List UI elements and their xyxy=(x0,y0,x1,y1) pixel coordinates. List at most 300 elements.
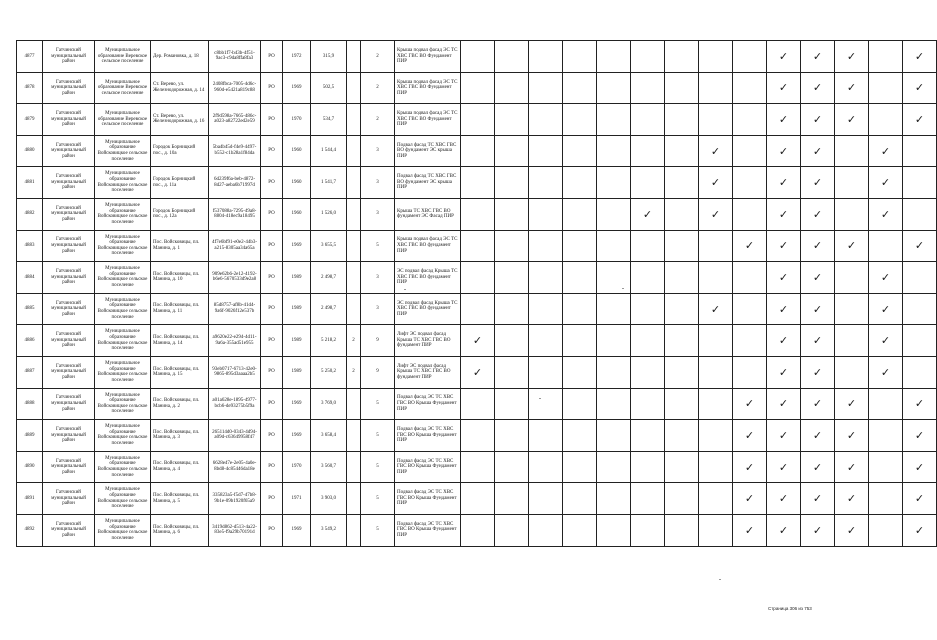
checkmark-icon: ✓ xyxy=(801,135,835,167)
checkmark-icon: ✓ xyxy=(869,262,903,294)
work-flag-cell xyxy=(529,41,563,73)
work-flag-cell xyxy=(563,135,597,167)
address-cell: Городок Борницкий пос., д. 10а xyxy=(151,135,209,167)
work-flag-cell xyxy=(597,72,631,104)
checkmark-icon: ✓ xyxy=(733,230,767,262)
checkmark-icon: ✓ xyxy=(801,198,835,230)
row-number: 4877 xyxy=(17,41,43,73)
checkmark-icon: ✓ xyxy=(767,104,801,136)
work-flag-cell xyxy=(597,420,631,452)
management-type-cell: РО xyxy=(261,483,283,515)
row-number: 4891 xyxy=(17,483,43,515)
checkmark-icon: ✓ xyxy=(801,72,835,104)
work-flag-cell xyxy=(495,198,529,230)
checkmark-icon: ✓ xyxy=(767,420,801,452)
work-flag-cell xyxy=(665,41,699,73)
checkmark-icon: ✓ xyxy=(903,483,937,515)
work-flag-cell xyxy=(529,356,563,388)
area-cell: 2 498,7 xyxy=(311,262,347,294)
build-year-cell: 1989 xyxy=(283,356,311,388)
work-flag-cell xyxy=(495,483,529,515)
work-flag-cell xyxy=(869,420,903,452)
address-cell: Пос. Войсковицы, пл. Манина, д. 15 xyxy=(151,356,209,388)
work-flag-cell xyxy=(495,41,529,73)
entrances-cell xyxy=(347,104,361,136)
work-flag-cell xyxy=(461,451,495,483)
row-number: 4887 xyxy=(17,356,43,388)
scan-speck xyxy=(719,579,721,580)
settlement-cell: Муниципальное образование Войсковицкое сельское поселение xyxy=(95,514,151,546)
entrances-cell xyxy=(347,420,361,452)
work-flag-cell xyxy=(665,451,699,483)
work-flag-cell xyxy=(631,293,665,325)
entrances-cell: 2 xyxy=(347,356,361,388)
settlement-cell: Муниципальное образование Войсковицкое сельское поселение xyxy=(95,198,151,230)
work-flag-cell xyxy=(597,104,631,136)
floors-cell: 5 xyxy=(361,483,395,515)
work-flag-cell xyxy=(563,483,597,515)
work-flag-cell xyxy=(699,262,733,294)
area-cell: 1 526,0 xyxy=(311,198,347,230)
work-flag-cell xyxy=(563,325,597,357)
work-flag-cell xyxy=(461,230,495,262)
row-number: 4886 xyxy=(17,325,43,357)
work-flag-cell xyxy=(699,230,733,262)
address-cell: Пос. Войсковицы, пл. Манина, д. 4 xyxy=(151,451,209,483)
build-year-cell: 1970 xyxy=(283,451,311,483)
row-number: 4884 xyxy=(17,262,43,294)
house-guid-cell: 2f9d598a-7665-486c-a023-a82722ed2e59 xyxy=(209,104,261,136)
settlement-cell: Муниципальное образование Войсковицкое сельское поселение xyxy=(95,451,151,483)
work-flag-cell xyxy=(529,135,563,167)
row-number: 4889 xyxy=(17,420,43,452)
work-flag-cell xyxy=(461,483,495,515)
checkmark-icon: ✓ xyxy=(835,41,869,73)
work-flag-cell xyxy=(631,483,665,515)
work-flag-cell xyxy=(869,72,903,104)
work-flag-cell xyxy=(665,135,699,167)
work-flag-cell xyxy=(665,198,699,230)
management-type-cell: РО xyxy=(261,325,283,357)
checkmark-icon: ✓ xyxy=(835,451,869,483)
settlement-cell: Муниципальное образование Войсковицкое сельское поселение xyxy=(95,356,151,388)
checkmark-icon: ✓ xyxy=(869,198,903,230)
work-flag-cell xyxy=(529,230,563,262)
checkmark-icon: ✓ xyxy=(767,356,801,388)
house-guid-cell: 335823a5-f5d7-47b8-9b1e-09b1920f65a9 xyxy=(209,483,261,515)
work-flag-cell xyxy=(631,356,665,388)
checkmark-icon: ✓ xyxy=(801,325,835,357)
work-flag-cell xyxy=(495,262,529,294)
work-flag-cell xyxy=(461,514,495,546)
row-number: 4880 xyxy=(17,135,43,167)
work-flag-cell xyxy=(563,167,597,199)
work-flag-cell xyxy=(495,293,529,325)
scan-speck xyxy=(622,288,624,289)
district-cell: Гатчинский муниципальный район xyxy=(43,72,95,104)
district-cell: Гатчинский муниципальный район xyxy=(43,388,95,420)
work-flag-cell xyxy=(563,230,597,262)
floors-cell: 3 xyxy=(361,198,395,230)
checkmark-icon: ✓ xyxy=(767,72,801,104)
work-flag-cell xyxy=(529,104,563,136)
build-year-cell: 1989 xyxy=(283,325,311,357)
work-flag-cell xyxy=(529,167,563,199)
table-row xyxy=(17,451,937,483)
work-flag-cell xyxy=(495,135,529,167)
work-flag-cell xyxy=(461,388,495,420)
works-list-cell: ЭС подвал фасад Крыша ТС ХВС ГВС ВО фундамент ПИР xyxy=(395,293,461,325)
work-flag-cell xyxy=(733,104,767,136)
work-flag-cell xyxy=(563,41,597,73)
management-type-cell: РО xyxy=(261,72,283,104)
area-cell: 3 549,2 xyxy=(311,514,347,546)
work-flag-cell xyxy=(597,167,631,199)
checkmark-icon: ✓ xyxy=(733,483,767,515)
build-year-cell: 1989 xyxy=(283,293,311,325)
district-cell: Гатчинский муниципальный район xyxy=(43,135,95,167)
management-type-cell: РО xyxy=(261,514,283,546)
row-number: 4892 xyxy=(17,514,43,546)
work-flag-cell xyxy=(733,198,767,230)
work-flag-cell xyxy=(495,104,529,136)
checkmark-icon: ✓ xyxy=(767,293,801,325)
row-number: 4883 xyxy=(17,230,43,262)
house-guid-cell: 85d8757-af8b-41d4-9a6f-9026f12e537b xyxy=(209,293,261,325)
management-type-cell: РО xyxy=(261,230,283,262)
entrances-cell xyxy=(347,198,361,230)
house-guid-cell: 5ba4b45d-f4e9-4497-b552-c1b28a1f84da xyxy=(209,135,261,167)
work-flag-cell xyxy=(665,356,699,388)
entrances-cell xyxy=(347,514,361,546)
build-year-cell: 1969 xyxy=(283,514,311,546)
work-flag-cell xyxy=(903,198,937,230)
row-number: 4890 xyxy=(17,451,43,483)
area-cell: 3 655,5 xyxy=(311,230,347,262)
district-cell: Гатчинский муниципальный район xyxy=(43,41,95,73)
address-cell: Пос. Войсковицы, пл. Манина, д. 10 xyxy=(151,262,209,294)
work-flag-cell xyxy=(529,483,563,515)
settlement-cell: Муниципальное образование Войсковицкое сельское поселение xyxy=(95,420,151,452)
table-row xyxy=(17,104,937,136)
management-type-cell: РО xyxy=(261,198,283,230)
work-flag-cell xyxy=(733,167,767,199)
work-flag-cell xyxy=(699,514,733,546)
checkmark-icon: ✓ xyxy=(903,41,937,73)
district-cell: Гатчинский муниципальный район xyxy=(43,262,95,294)
address-cell: Ст. Верево, ул. Железнодорожная, д. 14 xyxy=(151,72,209,104)
checkmark-icon: ✓ xyxy=(767,388,801,420)
work-flag-cell xyxy=(529,325,563,357)
table-row xyxy=(17,325,937,357)
settlement-cell: Муниципальное образование Веревское сельское поселение xyxy=(95,72,151,104)
checkmark-icon: ✓ xyxy=(461,356,495,388)
house-guid-cell: 3419d862-d513-4a22-83e5-f9a29b70191d xyxy=(209,514,261,546)
checkmark-icon: ✓ xyxy=(733,388,767,420)
work-flag-cell xyxy=(597,451,631,483)
work-flag-cell xyxy=(631,514,665,546)
work-flag-cell xyxy=(835,198,869,230)
work-flag-cell xyxy=(461,262,495,294)
works-list-cell: Крыша подвал фасад ЭС ТС ХВС ГВС ВО Фундамент ПИР xyxy=(395,72,461,104)
work-flag-cell xyxy=(495,420,529,452)
works-list-cell: Подвал фасад ЭС ТС ХВС ГВС ВО Крыша Фундамент ПИР xyxy=(395,451,461,483)
checkmark-icon: ✓ xyxy=(767,135,801,167)
floors-cell: 3 xyxy=(361,167,395,199)
work-flag-cell xyxy=(461,104,495,136)
work-flag-cell xyxy=(665,325,699,357)
checkmark-icon: ✓ xyxy=(835,420,869,452)
work-flag-cell xyxy=(699,72,733,104)
table-row xyxy=(17,198,937,230)
checkmark-icon: ✓ xyxy=(767,451,801,483)
checkmark-icon: ✓ xyxy=(801,420,835,452)
floors-cell: 5 xyxy=(361,514,395,546)
work-flag-cell xyxy=(461,420,495,452)
work-flag-cell xyxy=(903,135,937,167)
works-list-cell: Лифт ЭС подвал фасад Крыша ТС ХВС ГВС ВО фундамент ПИР xyxy=(395,356,461,388)
house-guid-cell: 4f7e6bf91-e0e2-44b3-a215-8305aa34a65a xyxy=(209,230,261,262)
work-flag-cell xyxy=(733,135,767,167)
work-flag-cell xyxy=(631,451,665,483)
settlement-cell: Муниципальное образование Войсковицкое сельское поселение xyxy=(95,230,151,262)
entrances-cell xyxy=(347,72,361,104)
address-cell: Пос. Войсковицы, пл. Манина, д. 14 xyxy=(151,325,209,357)
checkmark-icon: ✓ xyxy=(767,230,801,262)
address-cell: Пос. Войсковицы, пл. Манина, д. 5 xyxy=(151,483,209,515)
works-list-cell: Крыша ТС ХВС ГВС ВО фундамент ЭС Фасад ПИР xyxy=(395,198,461,230)
table-row xyxy=(17,41,937,73)
address-cell: Городок Борницкий пос., д. 12а xyxy=(151,198,209,230)
work-flag-cell xyxy=(495,388,529,420)
work-flag-cell xyxy=(563,420,597,452)
district-cell: Гатчинский муниципальный район xyxy=(43,356,95,388)
work-flag-cell xyxy=(699,483,733,515)
entrances-cell xyxy=(347,262,361,294)
address-cell: Пос. Войсковицы, пл. Манина, д. 6 xyxy=(151,514,209,546)
work-flag-cell xyxy=(461,167,495,199)
entrances-cell xyxy=(347,388,361,420)
checkmark-icon: ✓ xyxy=(631,198,665,230)
management-type-cell: РО xyxy=(261,41,283,73)
work-flag-cell xyxy=(495,167,529,199)
row-number: 4881 xyxy=(17,167,43,199)
build-year-cell: 1969 xyxy=(283,72,311,104)
work-flag-cell xyxy=(869,483,903,515)
settlement-cell: Муниципальное образование Войсковицкое сельское поселение xyxy=(95,388,151,420)
floors-cell: 9 xyxy=(361,356,395,388)
address-cell: Ст. Верево, ул. Железнодорожная, д. 16 xyxy=(151,104,209,136)
area-cell: 1 544,4 xyxy=(311,135,347,167)
work-flag-cell xyxy=(461,198,495,230)
district-cell: Гатчинский муниципальный район xyxy=(43,420,95,452)
work-flag-cell xyxy=(563,451,597,483)
row-number: 4888 xyxy=(17,388,43,420)
management-type-cell: РО xyxy=(261,167,283,199)
address-cell: Пос. Войсковицы, пл. Манина, д. 2 xyxy=(151,388,209,420)
settlement-cell: Муниципальное образование Войсковицкое сельское поселение xyxy=(95,293,151,325)
build-year-cell: 1960 xyxy=(283,167,311,199)
entrances-cell xyxy=(347,293,361,325)
work-flag-cell xyxy=(631,388,665,420)
build-year-cell: 1960 xyxy=(283,135,311,167)
work-flag-cell xyxy=(903,262,937,294)
table-row xyxy=(17,262,937,294)
works-list-cell: Подвал фасад ТС ХВС ГВС ВО фундамент ЭС крыша ПИР xyxy=(395,167,461,199)
work-flag-cell xyxy=(563,293,597,325)
entrances-cell xyxy=(347,483,361,515)
floors-cell: 9 xyxy=(361,325,395,357)
work-flag-cell xyxy=(529,451,563,483)
work-flag-cell xyxy=(529,198,563,230)
management-type-cell: РО xyxy=(261,104,283,136)
work-flag-cell xyxy=(869,514,903,546)
works-list-cell: Крыша подвал фасад ЭС ТС ХВС ГВС ВО фундамент ПИР xyxy=(395,230,461,262)
work-flag-cell xyxy=(631,135,665,167)
checkmark-icon: ✓ xyxy=(699,167,733,199)
work-flag-cell xyxy=(529,514,563,546)
work-flag-cell xyxy=(699,451,733,483)
settlement-cell: Муниципальное образование Войсковицкое сельское поселение xyxy=(95,262,151,294)
work-flag-cell xyxy=(665,388,699,420)
house-guid-cell: f537088a-7295-49a8-8804-418ec9a18495 xyxy=(209,198,261,230)
work-flag-cell xyxy=(665,420,699,452)
house-guid-cell: 6d239f6a-beb-4872-8d27-aeba6b71997d xyxy=(209,167,261,199)
district-cell: Гатчинский муниципальный район xyxy=(43,451,95,483)
work-flag-cell xyxy=(699,388,733,420)
work-flag-cell xyxy=(563,198,597,230)
settlement-cell: Муниципальное образование Войсковицкое сельское поселение xyxy=(95,325,151,357)
work-flag-cell xyxy=(835,167,869,199)
work-flag-cell xyxy=(665,167,699,199)
checkmark-icon: ✓ xyxy=(903,388,937,420)
address-cell: Пос. Войсковицы, пл. Манина, д. 3 xyxy=(151,420,209,452)
entrances-cell xyxy=(347,135,361,167)
checkmark-icon: ✓ xyxy=(903,514,937,546)
work-flag-cell xyxy=(903,167,937,199)
checkmark-icon: ✓ xyxy=(835,388,869,420)
settlement-cell: Муниципальное образование Веревское сельское поселение xyxy=(95,104,151,136)
entrances-cell xyxy=(347,167,361,199)
work-flag-cell xyxy=(529,420,563,452)
checkmark-icon: ✓ xyxy=(801,388,835,420)
checkmark-icon: ✓ xyxy=(801,104,835,136)
row-number: 4882 xyxy=(17,198,43,230)
floors-cell: 3 xyxy=(361,262,395,294)
work-flag-cell xyxy=(597,262,631,294)
checkmark-icon: ✓ xyxy=(903,420,937,452)
work-flag-cell xyxy=(563,72,597,104)
checkmark-icon: ✓ xyxy=(767,514,801,546)
work-flag-cell xyxy=(461,135,495,167)
build-year-cell: 1969 xyxy=(283,420,311,452)
checkmark-icon: ✓ xyxy=(733,514,767,546)
house-guid-cell: 909e62b6-2e12-4192-b6e6-5670533d9e2a8 xyxy=(209,262,261,294)
floors-cell: 5 xyxy=(361,420,395,452)
work-flag-cell xyxy=(529,72,563,104)
work-flag-cell xyxy=(495,72,529,104)
entrances-cell: 2 xyxy=(347,325,361,357)
area-cell: 3 560,7 xyxy=(311,451,347,483)
checkmark-icon: ✓ xyxy=(801,514,835,546)
checkmark-icon: ✓ xyxy=(699,198,733,230)
work-flag-cell xyxy=(665,104,699,136)
checkmark-icon: ✓ xyxy=(767,483,801,515)
table-row xyxy=(17,167,937,199)
management-type-cell: РО xyxy=(261,451,283,483)
district-cell: Гатчинский муниципальный район xyxy=(43,514,95,546)
checkmark-icon: ✓ xyxy=(699,135,733,167)
work-flag-cell xyxy=(563,262,597,294)
work-flag-cell xyxy=(495,356,529,388)
checkmark-icon: ✓ xyxy=(801,451,835,483)
floors-cell: 5 xyxy=(361,451,395,483)
work-flag-cell xyxy=(733,41,767,73)
work-flag-cell xyxy=(869,230,903,262)
build-year-cell: 1960 xyxy=(283,198,311,230)
row-number: 4879 xyxy=(17,104,43,136)
work-flag-cell xyxy=(597,483,631,515)
table-row xyxy=(17,514,937,546)
floors-cell: 2 xyxy=(361,72,395,104)
work-flag-cell xyxy=(529,388,563,420)
work-flag-cell xyxy=(597,135,631,167)
checkmark-icon: ✓ xyxy=(767,325,801,357)
work-flag-cell xyxy=(869,451,903,483)
floors-cell: 2 xyxy=(361,41,395,73)
management-type-cell: РО xyxy=(261,420,283,452)
page-number: Страница 306 из 753 xyxy=(768,606,812,611)
address-cell: Дер. Романовка, д. 18 xyxy=(151,41,209,73)
works-list-cell: Крыша подвал фасад ЭС ТС ХВС ГВС ВО Фундамент ПИР xyxy=(395,41,461,73)
work-flag-cell xyxy=(699,356,733,388)
work-flag-cell xyxy=(665,230,699,262)
work-flag-cell xyxy=(869,104,903,136)
work-flag-cell xyxy=(631,325,665,357)
area-cell: 2 498,7 xyxy=(311,293,347,325)
area-cell: 315,9 xyxy=(311,41,347,73)
work-flag-cell xyxy=(597,325,631,357)
checkmark-icon: ✓ xyxy=(869,135,903,167)
floors-cell: 2 xyxy=(361,104,395,136)
checkmark-icon: ✓ xyxy=(801,356,835,388)
district-cell: Гатчинский муниципальный район xyxy=(43,293,95,325)
work-flag-cell xyxy=(733,293,767,325)
work-flag-cell xyxy=(597,230,631,262)
work-flag-cell xyxy=(699,420,733,452)
work-flag-cell xyxy=(699,41,733,73)
area-cell: 534,7 xyxy=(311,104,347,136)
works-list-cell: Подвал фасад ЭС ТС ХВС ГВС ВО Крыша Фундамент ПИР xyxy=(395,420,461,452)
checkmark-icon: ✓ xyxy=(869,167,903,199)
table-row xyxy=(17,72,937,104)
row-number: 4878 xyxy=(17,72,43,104)
checkmark-icon: ✓ xyxy=(733,451,767,483)
checkmark-icon: ✓ xyxy=(733,420,767,452)
checkmark-icon: ✓ xyxy=(801,483,835,515)
house-guid-cell: 2408fbca-7005-4d6c-960d-e5421a819c88 xyxy=(209,72,261,104)
checkmark-icon: ✓ xyxy=(767,41,801,73)
work-flag-cell xyxy=(495,451,529,483)
house-guid-cell: a9620e22-e294-4d11-9a6a-355ad51e955 xyxy=(209,325,261,357)
work-flag-cell xyxy=(733,72,767,104)
management-type-cell: РО xyxy=(261,356,283,388)
work-flag-cell xyxy=(835,325,869,357)
work-flag-cell xyxy=(699,325,733,357)
checkmark-icon: ✓ xyxy=(903,72,937,104)
area-cell: 1 541,7 xyxy=(311,167,347,199)
work-flag-cell xyxy=(869,388,903,420)
